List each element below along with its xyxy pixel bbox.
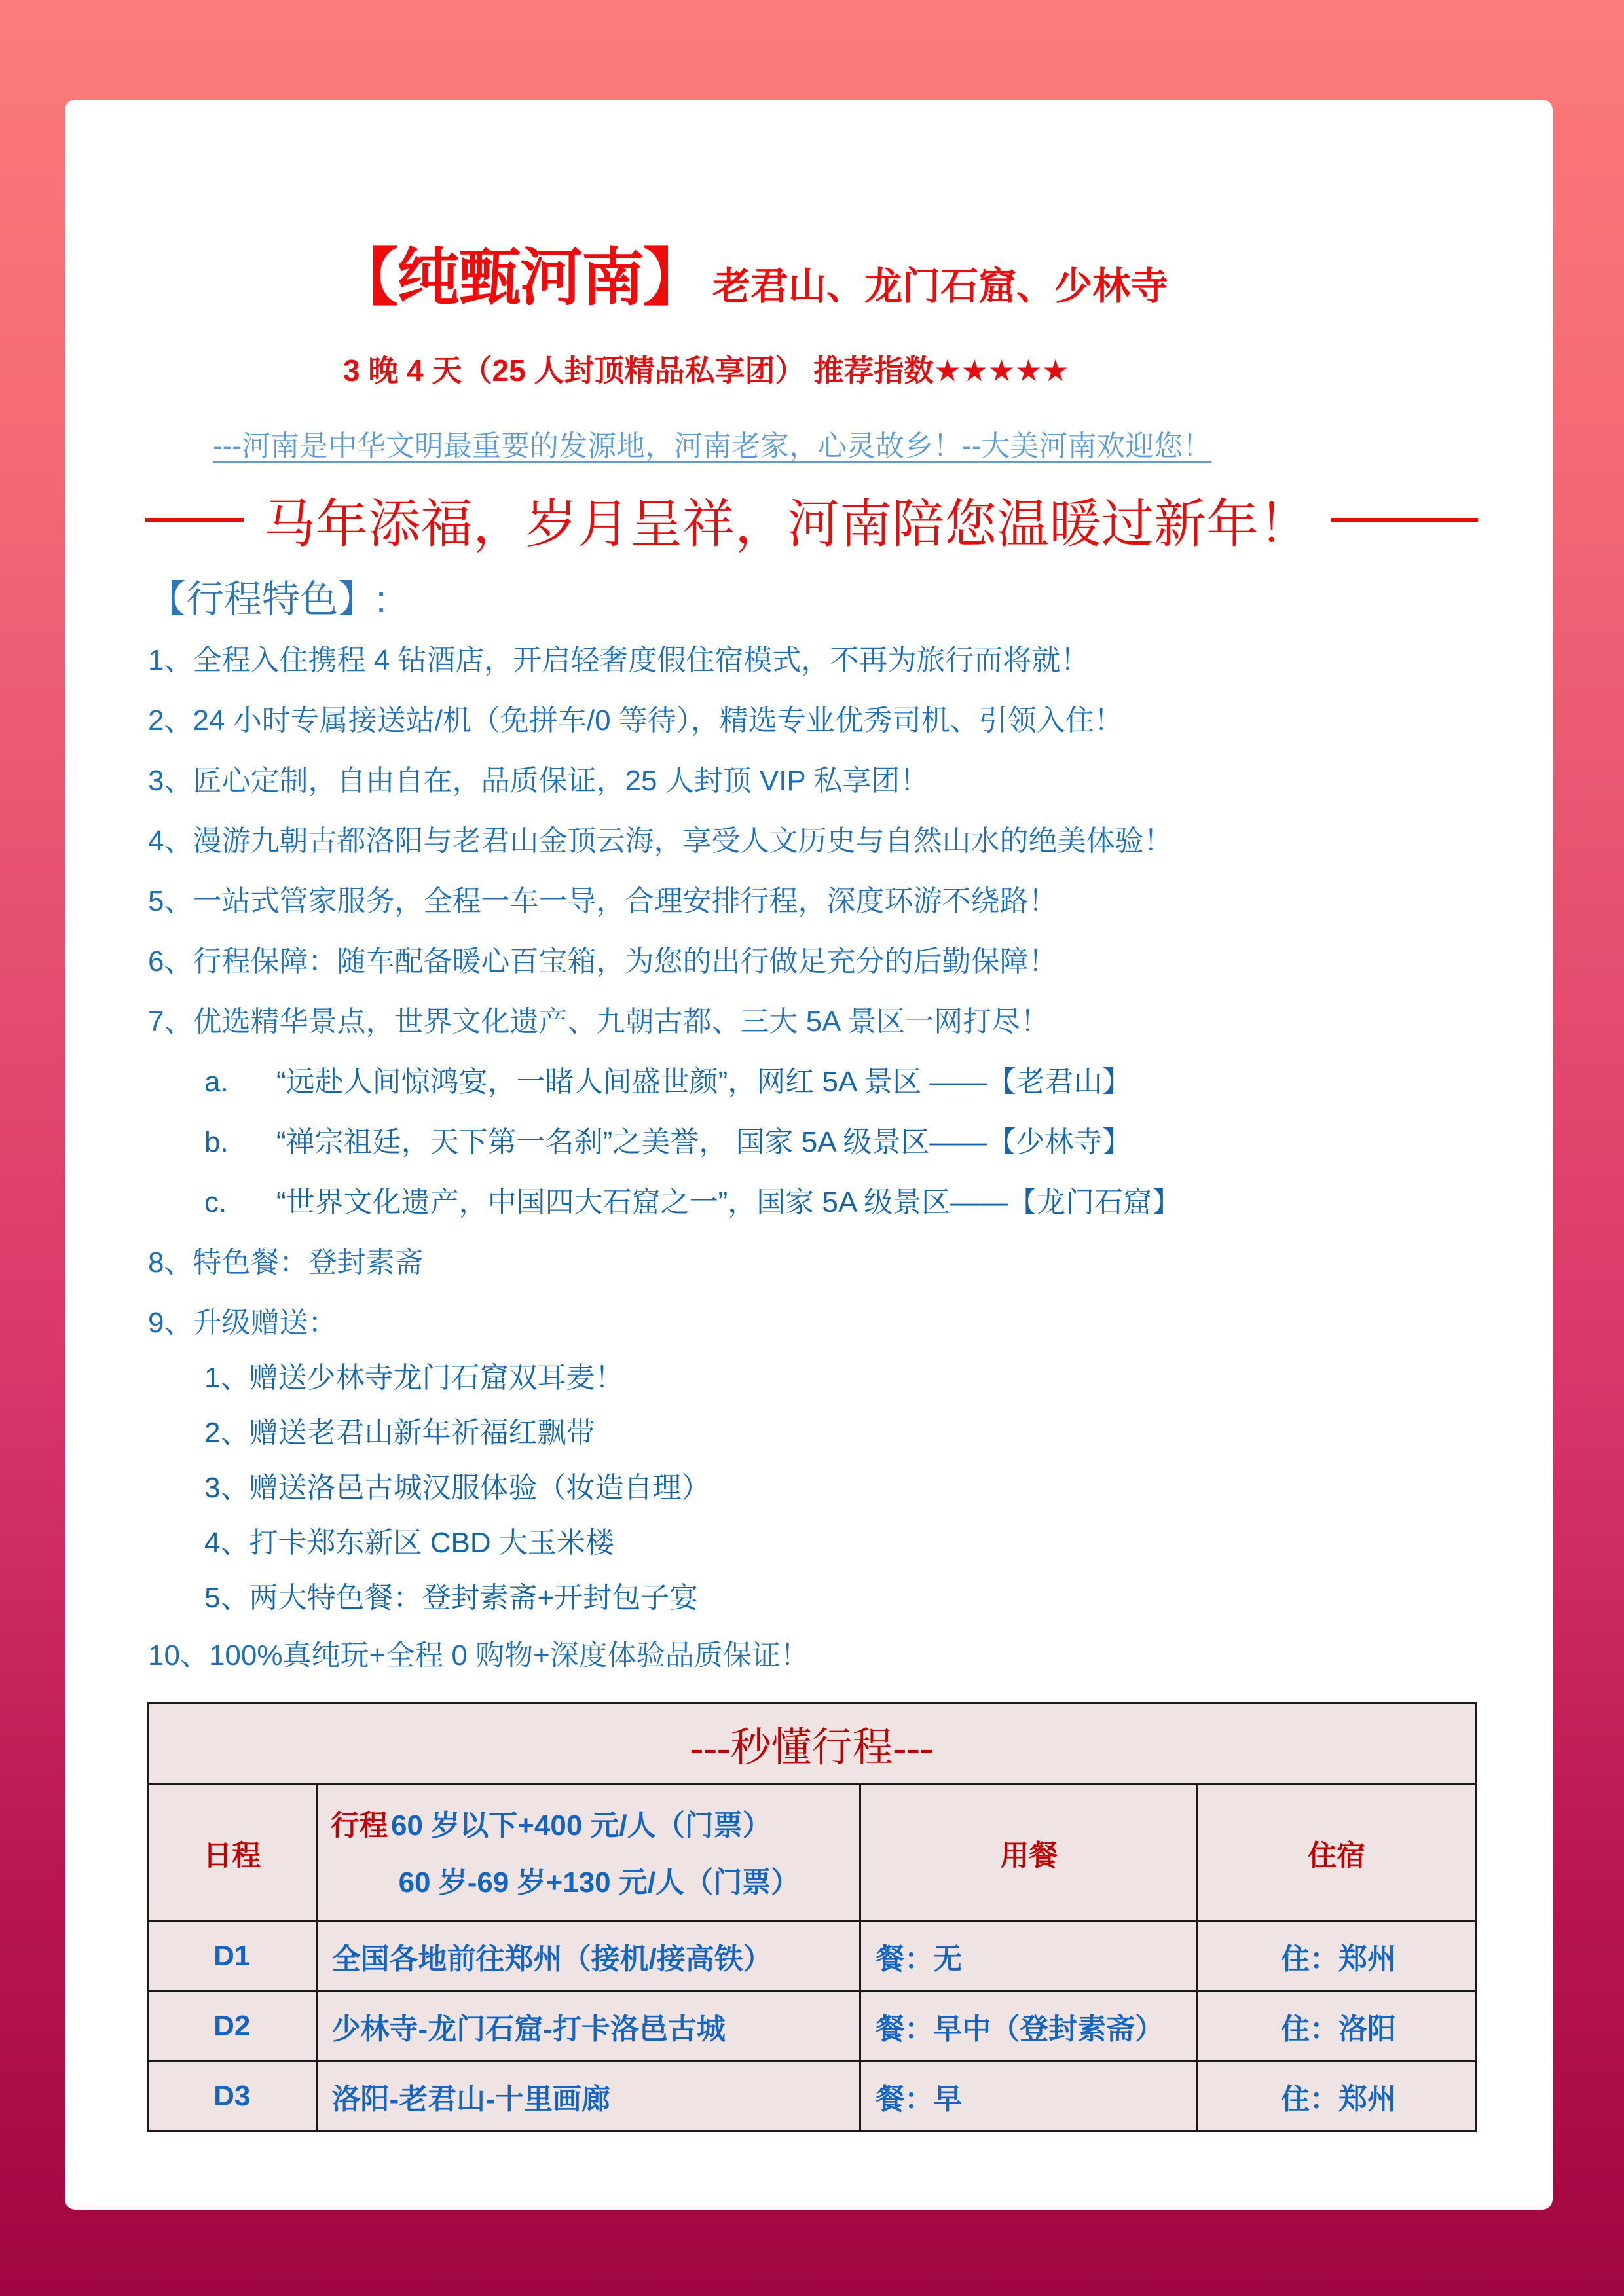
feature-item: 1、全程入住携程 4 钻酒店，开启轻奢度假住宿模式，不再为旅行而将就！ bbox=[148, 644, 1090, 676]
row-route: 全国各地前往郑州（接机/接高铁） bbox=[316, 1922, 860, 1992]
itinerary-row bbox=[148, 1992, 1476, 2062]
itinerary-title: ---秒懂行程--- bbox=[148, 1704, 1476, 1784]
feature-item-meal: 8、特色餐：登封素斋 bbox=[148, 1247, 424, 1279]
scenic-text: “禅宗祖廷，天下第一名刹”之美誉， 国家 5A 级景区——【少林寺】 bbox=[276, 1126, 1132, 1158]
gift-item: 4、打卡郑东新区 CBD 大玉米楼 bbox=[204, 1527, 614, 1559]
itinerary-table bbox=[147, 1702, 1477, 2132]
scenic-marker: c. bbox=[204, 1186, 227, 1218]
gift-item: 1、赠送少林寺龙门石窟双耳麦！ bbox=[204, 1362, 624, 1394]
header-route-price bbox=[316, 1784, 860, 1922]
scenic-marker: b. bbox=[204, 1126, 229, 1158]
features-heading: 【行程特色】: bbox=[148, 578, 387, 621]
gift-item: 5、两大特色餐：登封素斋+开封包子宴 bbox=[204, 1582, 699, 1614]
slogan-link[interactable]: ---河南是中华文明最重要的发源地，河南老家，心灵故乡！--大美河南欢迎您！ bbox=[213, 430, 1212, 462]
feature-item: 3、匠心定制，自由自在，品质保证，25 人封顶 VIP 私享团！ bbox=[148, 765, 929, 797]
banner-dash-left bbox=[145, 518, 244, 522]
scenic-text: “远赴人间惊鸿宴，一睹人间盛世颜”，网红 5A 景区 ——【老君山】 bbox=[276, 1066, 1132, 1098]
itinerary-row bbox=[148, 2062, 1476, 2132]
tour-subtitle: 3 晚 4 天（25 人封顶精品私享团） 推荐指数★★★★★ bbox=[343, 354, 1069, 388]
row-day: D1 bbox=[148, 1922, 317, 1992]
gift-item: 3、赠送洛邑古城汉服体验（妆造自理） bbox=[204, 1472, 710, 1504]
feature-item: 5、一站式管家服务，全程一车一导，合理安排行程，深度环游不绕路！ bbox=[148, 885, 1058, 917]
row-meals: 餐：早中（登封素斋） bbox=[860, 1992, 1198, 2062]
feature-item-guarantee: 10、100%真纯玩+全程 0 购物+深度体验品质保证！ bbox=[148, 1639, 809, 1671]
title-main: 【纯甄河南】 bbox=[335, 243, 705, 313]
banner-text: 马年添福，岁月呈祥，河南陪您温暖过新年！ bbox=[263, 496, 1311, 554]
header-stay: 住宿 bbox=[1198, 1784, 1476, 1922]
row-route: 洛阳-老君山-十里画廊 bbox=[316, 2062, 860, 2132]
row-meals: 餐：早 bbox=[860, 2062, 1198, 2132]
row-route: 少林寺-龙门石窟-打卡洛邑古城 bbox=[316, 1992, 860, 2062]
row-stay: 住：郑州 bbox=[1198, 1922, 1476, 1992]
row-day: D3 bbox=[148, 2062, 317, 2132]
title-sub: 老君山、龙门石窟、少林寺 bbox=[712, 265, 1169, 308]
banner-dash-right bbox=[1331, 518, 1478, 522]
scenic-marker: a. bbox=[204, 1066, 229, 1098]
page-title bbox=[335, 228, 1168, 318]
scenic-text: “世界文化遗产，中国四大石窟之一”，国家 5A 级景区——【龙门石窟】 bbox=[276, 1186, 1181, 1218]
row-day: D2 bbox=[148, 1992, 317, 2062]
price-under-60: 60 岁以下+400 元/人（门票） bbox=[391, 1809, 771, 1842]
scenic-item bbox=[204, 1058, 1131, 1100]
scenic-item bbox=[204, 1178, 1181, 1220]
price-60-69: 60 岁-69 岁+130 元/人（门票） bbox=[398, 1866, 800, 1899]
row-stay: 住：郑州 bbox=[1198, 2062, 1476, 2132]
feature-item: 6、行程保障：随车配备暖心百宝箱，为您的出行做足充分的后勤保障！ bbox=[148, 945, 1058, 977]
scenic-item bbox=[204, 1118, 1131, 1160]
feature-item-gifts: 9、升级赠送： bbox=[148, 1307, 337, 1339]
feature-item: 7、优选精华景点，世界文化遗产、九朝古都、三大 5A 景区一网打尽！ bbox=[148, 1006, 1050, 1038]
header-day: 日程 bbox=[148, 1784, 317, 1922]
row-meals: 餐：无 bbox=[860, 1922, 1198, 1992]
new-year-banner bbox=[145, 482, 1478, 557]
itinerary-row bbox=[148, 1922, 1476, 1992]
header-route-label: 行程 bbox=[330, 1809, 388, 1842]
feature-item: 2、24 小时专属接送站/机（免拼车/0 等待），精选专业优秀司机、引领入住！ bbox=[148, 704, 1123, 737]
row-stay: 住：洛阳 bbox=[1198, 1992, 1476, 2062]
feature-item: 4、漫游九朝古都洛阳与老君山金顶云海，享受人文历史与自然山水的绝美体验！ bbox=[148, 825, 1173, 857]
gift-item: 2、赠送老君山新年祈福红飘带 bbox=[204, 1417, 595, 1449]
header-meals: 用餐 bbox=[860, 1784, 1198, 1922]
